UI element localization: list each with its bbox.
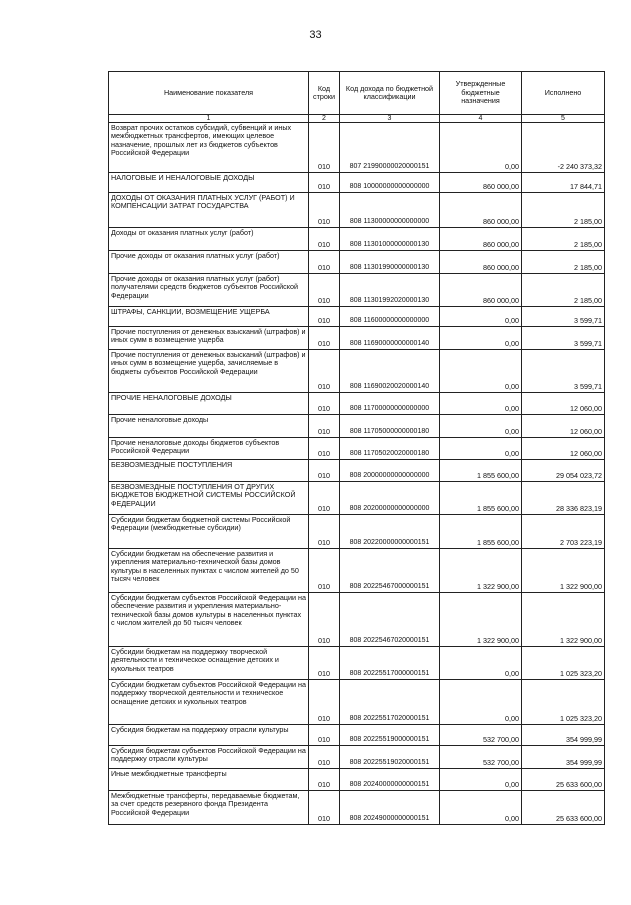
table-row (109, 327, 605, 350)
header-approved: Утвержденные бюджетные назначения (440, 72, 522, 115)
table-row (109, 549, 605, 593)
table-row (109, 647, 605, 680)
row-approved-value: 532 700,00 (440, 725, 522, 746)
table-body (109, 123, 605, 825)
row-line-code: 010 (309, 680, 340, 725)
row-line-code: 010 (309, 725, 340, 746)
table-row (109, 274, 605, 307)
row-name: НАЛОГОВЫЕ И НЕНАЛОГОВЫЕ ДОХОДЫ (109, 173, 309, 193)
row-line-code: 010 (309, 274, 340, 307)
row-line-code: 010 (309, 438, 340, 460)
row-executed-value: 2 185,00 (522, 228, 605, 251)
row-name: Прочие поступления от денежных взысканий (штрафов) и иных сумм в возмещение ущерба (109, 327, 309, 350)
row-executed-value: 3 599,71 (522, 327, 605, 350)
header-revenue-code: Код дохода по бюджетной классификации (340, 72, 440, 115)
table-row (109, 307, 605, 327)
row-line-code: 010 (309, 123, 340, 173)
row-executed-value: 12 060,00 (522, 393, 605, 415)
table-row (109, 438, 605, 460)
row-name: Субсидии бюджетам бюджетной системы Российской Федерации (межбюджетные субсидии) (109, 515, 309, 549)
row-line-code: 010 (309, 327, 340, 350)
row-line-code: 010 (309, 307, 340, 327)
row-revenue-code: 808 11705000000000180 (340, 415, 440, 438)
table-row (109, 228, 605, 251)
row-approved-value: 1 322 900,00 (440, 549, 522, 593)
row-name: ШТРАФЫ, САНКЦИИ, ВОЗМЕЩЕНИЕ УЩЕРБА (109, 307, 309, 327)
row-name: Прочие неналоговые доходы бюджетов субъектов Российской Федерации (109, 438, 309, 460)
row-name: БЕЗВОЗМЕЗДНЫЕ ПОСТУПЛЕНИЯ (109, 460, 309, 482)
row-executed-value: 25 633 600,00 (522, 791, 605, 825)
row-revenue-code: 808 11300000000000000 (340, 193, 440, 228)
row-approved-value: 1 855 600,00 (440, 515, 522, 549)
row-line-code: 010 (309, 228, 340, 251)
row-name: Прочие поступления от денежных взысканий (штрафов) и иных сумм в возмещение ущерба, зачисляемые в бюджеты субъектов Российской Федерации (109, 350, 309, 393)
row-revenue-code: 808 20225467020000151 (340, 593, 440, 647)
table-row (109, 415, 605, 438)
row-line-code: 010 (309, 251, 340, 274)
row-approved-value: 0,00 (440, 350, 522, 393)
row-name: Субсидии бюджетам субъектов Российской Федерации на поддержку творческой деятельности и техническое оснащение детских и кукольных театров (109, 680, 309, 725)
row-line-code: 010 (309, 173, 340, 193)
row-approved-value: 860 000,00 (440, 274, 522, 307)
row-executed-value: -2 240 373,32 (522, 123, 605, 173)
row-name: Возврат прочих остатков субсидий, субвенций и иных межбюджетных трансфертов, имеющих целевое назначение, прошлых лет из бюджетов субъектов Российской Федерации (109, 123, 309, 173)
row-executed-value: 1 025 323,20 (522, 680, 605, 725)
header-name: Наименование показателя (109, 72, 309, 115)
row-name: Межбюджетные трансферты, передаваемые бюджетам, за счет средств резервного фонда Президента Российской Федерации (109, 791, 309, 825)
row-line-code: 010 (309, 415, 340, 438)
row-revenue-code: 808 11301990000000130 (340, 251, 440, 274)
row-executed-value: 29 054 023,72 (522, 460, 605, 482)
row-revenue-code: 808 20240000000000151 (340, 769, 440, 791)
row-revenue-code: 808 11301992020000130 (340, 274, 440, 307)
table-row (109, 173, 605, 193)
row-executed-value: 2 185,00 (522, 274, 605, 307)
row-approved-value: 0,00 (440, 327, 522, 350)
row-line-code: 010 (309, 482, 340, 515)
row-revenue-code: 808 11301000000000130 (340, 228, 440, 251)
row-revenue-code: 808 20220000000000151 (340, 515, 440, 549)
row-approved-value: 0,00 (440, 680, 522, 725)
row-name: Субсидии бюджетам на обеспечение развития и укрепления материально-технической базы домов культуры в населенных пунктах с числом жителей до 50 тысяч человек (109, 549, 309, 593)
row-approved-value: 0,00 (440, 769, 522, 791)
row-executed-value: 1 322 900,00 (522, 593, 605, 647)
row-executed-value: 354 999,99 (522, 746, 605, 769)
header-line-code: Код строки (309, 72, 340, 115)
column-number: 5 (522, 115, 605, 123)
table-row (109, 482, 605, 515)
row-line-code: 010 (309, 549, 340, 593)
row-approved-value: 860 000,00 (440, 228, 522, 251)
row-approved-value: 0,00 (440, 415, 522, 438)
row-approved-value: 1 855 600,00 (440, 460, 522, 482)
row-name: Субсидия бюджетам на поддержку отрасли культуры (109, 725, 309, 746)
row-name: Доходы от оказания платных услуг (работ) (109, 228, 309, 251)
row-executed-value: 354 999,99 (522, 725, 605, 746)
table-row (109, 725, 605, 746)
column-number: 3 (340, 115, 440, 123)
column-number: 4 (440, 115, 522, 123)
row-line-code: 010 (309, 515, 340, 549)
row-executed-value: 25 633 600,00 (522, 769, 605, 791)
row-revenue-code: 808 20225517000000151 (340, 647, 440, 680)
row-approved-value: 532 700,00 (440, 746, 522, 769)
row-line-code: 010 (309, 393, 340, 415)
table-row (109, 350, 605, 393)
row-line-code: 010 (309, 460, 340, 482)
row-name: ДОХОДЫ ОТ ОКАЗАНИЯ ПЛАТНЫХ УСЛУГ (РАБОТ) И КОМПЕНСАЦИИ ЗАТРАТ ГОСУДАРСТВА (109, 193, 309, 228)
row-name: Прочие доходы от оказания платных услуг (работ) (109, 251, 309, 274)
table-row (109, 251, 605, 274)
row-executed-value: 12 060,00 (522, 415, 605, 438)
table-row (109, 393, 605, 415)
row-approved-value: 0,00 (440, 123, 522, 173)
row-executed-value: 28 336 823,19 (522, 482, 605, 515)
row-executed-value: 2 185,00 (522, 193, 605, 228)
row-revenue-code: 808 11700000000000000 (340, 393, 440, 415)
table-row (109, 515, 605, 549)
header-row (109, 72, 605, 115)
row-revenue-code: 808 11705020020000180 (340, 438, 440, 460)
row-revenue-code: 808 20200000000000000 (340, 482, 440, 515)
table-row (109, 769, 605, 791)
table-row (109, 460, 605, 482)
row-approved-value: 860 000,00 (440, 193, 522, 228)
row-revenue-code: 808 10000000000000000 (340, 173, 440, 193)
row-executed-value: 2 703 223,19 (522, 515, 605, 549)
row-name: Иные межбюджетные трансферты (109, 769, 309, 791)
row-line-code: 010 (309, 593, 340, 647)
row-approved-value: 0,00 (440, 791, 522, 825)
row-line-code: 010 (309, 350, 340, 393)
table-row (109, 791, 605, 825)
row-approved-value: 860 000,00 (440, 173, 522, 193)
header-executed: Исполнено (522, 72, 605, 115)
table-row (109, 680, 605, 725)
row-executed-value: 12 060,00 (522, 438, 605, 460)
table-row (109, 746, 605, 769)
row-name: Субсидии бюджетам субъектов Российской Федерации на обеспечение развития и укрепления материально-технической базы домов культуры в населенных пунктах с числом жителей до 50 тысяч человек (109, 593, 309, 647)
row-approved-value: 0,00 (440, 438, 522, 460)
row-executed-value: 17 844,71 (522, 173, 605, 193)
column-number-row (109, 115, 605, 123)
row-revenue-code: 808 20225519000000151 (340, 725, 440, 746)
row-name: ПРОЧИЕ НЕНАЛОГОВЫЕ ДОХОДЫ (109, 393, 309, 415)
row-revenue-code: 808 11600000000000000 (340, 307, 440, 327)
row-revenue-code: 808 20000000000000000 (340, 460, 440, 482)
row-executed-value: 3 599,71 (522, 307, 605, 327)
row-approved-value: 0,00 (440, 647, 522, 680)
row-revenue-code: 807 21990000020000151 (340, 123, 440, 173)
row-executed-value: 1 322 900,00 (522, 549, 605, 593)
table-row (109, 123, 605, 173)
row-line-code: 010 (309, 746, 340, 769)
table-row (109, 593, 605, 647)
row-executed-value: 3 599,71 (522, 350, 605, 393)
column-number: 2 (309, 115, 340, 123)
row-name: Субсидия бюджетам субъектов Российской Федерации на поддержку отрасли культуры (109, 746, 309, 769)
row-revenue-code: 808 20225519020000151 (340, 746, 440, 769)
row-line-code: 010 (309, 193, 340, 228)
row-approved-value: 860 000,00 (440, 251, 522, 274)
row-name: Прочие доходы от оказания платных услуг (работ) получателями средств бюджетов субъектов Российской Федерации (109, 274, 309, 307)
row-line-code: 010 (309, 791, 340, 825)
row-executed-value: 1 025 323,20 (522, 647, 605, 680)
row-approved-value: 0,00 (440, 393, 522, 415)
row-revenue-code: 808 20249000000000151 (340, 791, 440, 825)
column-number: 1 (109, 115, 309, 123)
row-revenue-code: 808 11690000000000140 (340, 327, 440, 350)
row-revenue-code: 808 20225467000000151 (340, 549, 440, 593)
row-name: Субсидии бюджетам на поддержку творческой деятельности и техническое оснащение детских и кукольных театров (109, 647, 309, 680)
row-approved-value: 1 855 600,00 (440, 482, 522, 515)
row-executed-value: 2 185,00 (522, 251, 605, 274)
row-revenue-code: 808 20225517020000151 (340, 680, 440, 725)
row-approved-value: 1 322 900,00 (440, 593, 522, 647)
row-line-code: 010 (309, 647, 340, 680)
row-name: Прочие неналоговые доходы (109, 415, 309, 438)
row-name: БЕЗВОЗМЕЗДНЫЕ ПОСТУПЛЕНИЯ ОТ ДРУГИХ БЮДЖЕТОВ БЮДЖЕТНОЙ СИСТЕМЫ РОССИЙСКОЙ ФЕДЕРАЦИИ (109, 482, 309, 515)
table-row (109, 193, 605, 228)
row-revenue-code: 808 11690020020000140 (340, 350, 440, 393)
page-number: 33 (309, 29, 322, 41)
revenue-table (108, 71, 605, 825)
row-approved-value: 0,00 (440, 307, 522, 327)
row-line-code: 010 (309, 769, 340, 791)
